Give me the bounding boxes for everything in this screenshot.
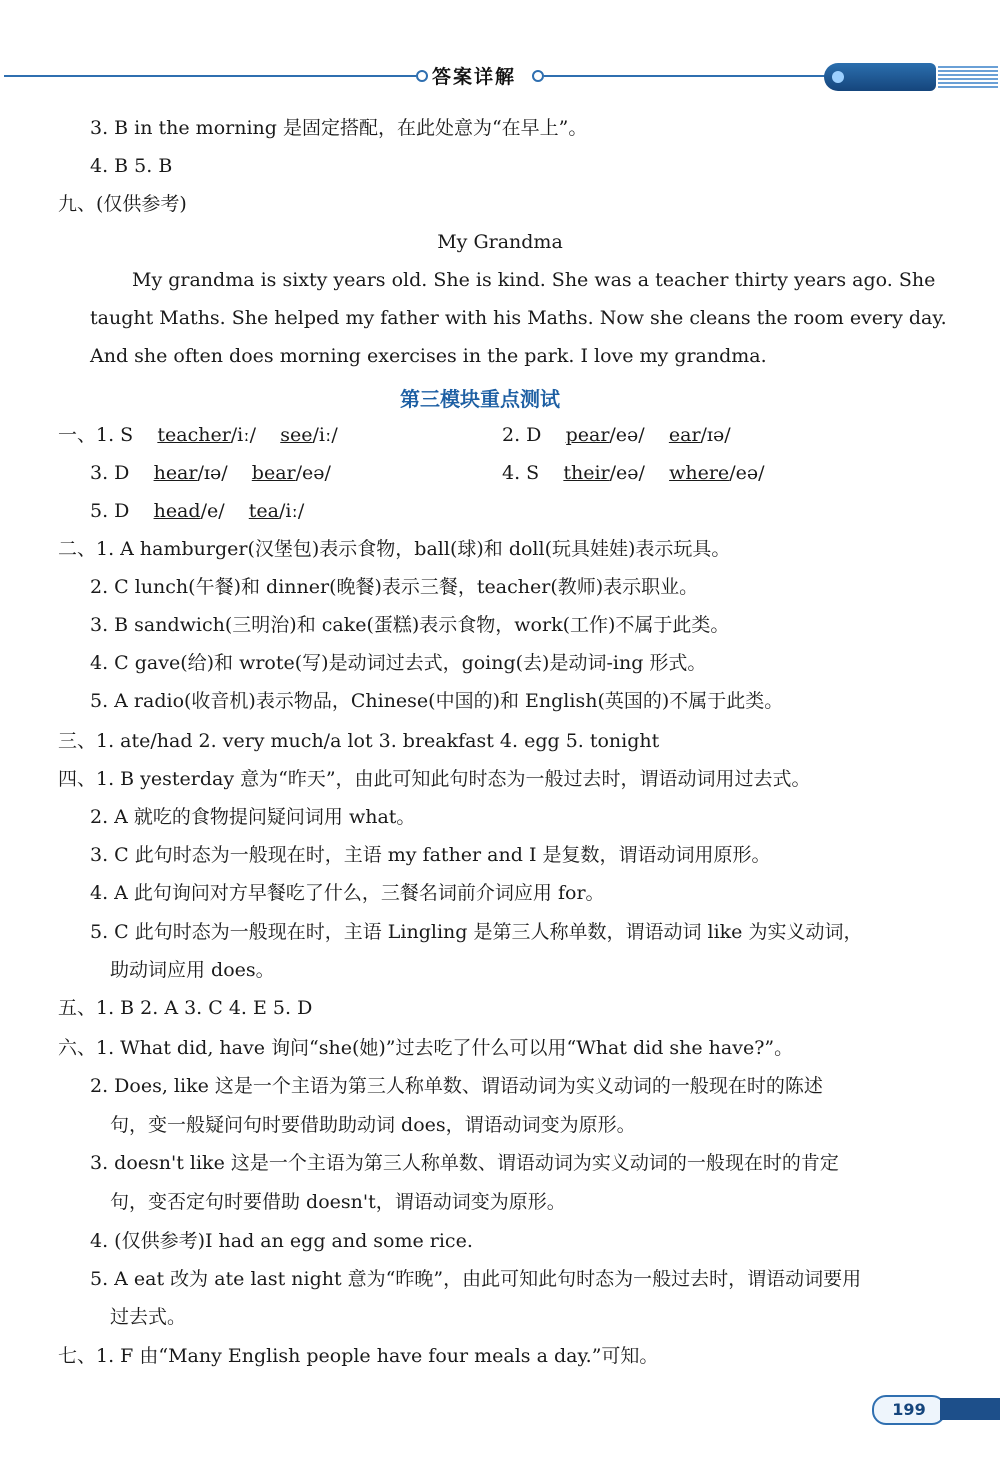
phonetic-item [58,423,338,447]
item-number: 一、1. S [58,424,134,446]
answer-line: 3. B sandwich(三明治)和 cake(蛋糕)表示食物，work(工作)不属于此类。 [90,614,730,636]
phonetic: /eə/ [729,462,765,484]
page-number: 199 [872,1395,946,1425]
answer-line: 句，变一般疑问句时要借助助动词 does，谓语动词变为原形。 [110,1114,636,1136]
header-title: 答案详解 [432,66,517,88]
word: ear [668,424,701,446]
answer-line: 2. C lunch(午餐)和 dinner(晚餐)表示三餐，teacher(教师)表示职业。 [90,576,699,598]
essay-title: My Grandma [437,231,563,253]
phonetic: /ɪə/ [700,424,731,446]
phonetic-item [502,461,764,485]
word: see [280,424,313,446]
essay-line: And she often does morning exercises in the park. I love my grandma. [90,345,767,367]
word: hear [153,462,198,484]
header-dot-right [532,70,544,82]
answer-line: 4. A 此句询问对方早餐吃了什么，三餐名词前介词应用 for。 [90,882,605,904]
page-number-bar [940,1398,1000,1420]
phonetic: /iː/ [279,500,305,522]
word: their [563,462,610,484]
phonetic-item [90,499,304,523]
answer-line: 5. A eat 改为 ate last night 意为“昨晚”，由此可知此句时态为一般过去时，谓语动词要用 [90,1268,862,1290]
item-number: 4. S [502,462,540,484]
phonetic: /ɪə/ [197,462,228,484]
answer-line: 句，变否定句时要借助 doesn't，谓语动词变为原形。 [110,1191,566,1213]
phonetic: /iː/ [312,424,338,446]
answer-line: 九、(仅供参考) [58,193,187,215]
answer-line: 5. C 此句时态为一般现在时，主语 Lingling 是第三人称单数，谓语动词 like 为实义动词， [90,921,863,943]
item-number: 2. D [502,424,542,446]
answer-line: 七、1. F 由“Many English people have four meals a day.”可知。 [58,1345,659,1367]
header-stripes [938,66,998,88]
answer-line: 3. B in the morning 是固定搭配，在此处意为“在早上”。 [90,117,588,139]
answer-line: 二、1. A hamburger(汉堡包)表示食物，ball(球)和 doll(玩具娃娃)表示玩具。 [58,538,731,560]
item-number: 3. D [90,462,130,484]
header-dot-left [416,70,428,82]
word: pear [565,424,610,446]
answer-line: 四、1. B yesterday 意为“昨天”，由此可知此句时态为一般过去时，谓语动词用过去式。 [58,768,811,790]
word: teacher [157,424,231,446]
item-number: 5. D [90,500,130,522]
answer-line: 2. A 就吃的食物提问疑问词用 what。 [90,806,416,828]
answer-line: 4. C gave(给)和 wrote(写)是动词过去式，going(去)是动词-ing 形式。 [90,652,707,674]
word: tea [248,500,279,522]
phonetic: /eə/ [295,462,331,484]
essay-line: My grandma is sixty years old. She is kind. She was a teacher thirty years ago. She [132,269,936,291]
phonetic: /e/ [200,500,225,522]
word: where [669,462,730,484]
answer-line: 过去式。 [110,1306,187,1328]
phonetic-item [90,461,331,485]
answer-line: 3. C 此句时态为一般现在时，主语 my father and I 是复数，谓语动词用原形。 [90,844,771,866]
page-header [0,58,1000,98]
word: bear [251,462,296,484]
header-rule-right [544,75,826,77]
answer-line: 4. (仅供参考)I had an egg and some rice. [90,1230,473,1252]
header-tab-dot [832,71,844,83]
answer-line: 5. A radio(收音机)表示物品，Chinese(中国的)和 English(英国的)不属于此类。 [90,690,784,712]
word: head [153,500,201,522]
answer-line: 五、1. B 2. A 3. C 4. E 5. D [58,997,313,1019]
answer-line: 助动词应用 does。 [110,959,275,981]
answer-line: 4. B 5. B [90,155,173,177]
answer-line: 3. doesn't like 这是一个主语为第三人称单数、谓语动词为实义动词的一般现在时的肯定 [90,1152,839,1174]
section-title: 第三模块重点测试 [400,387,560,411]
phonetic: /eə/ [609,424,645,446]
phonetic: /eə/ [609,462,645,484]
phonetic: /iː/ [230,424,257,446]
answer-line: 2. Does, like 这是一个主语为第三人称单数、谓语动词为实义动词的一般现在时的陈述 [90,1075,823,1097]
phonetic-item [502,423,731,447]
essay-line: taught Maths. She helped my father with his Maths. Now she cleans the room every day. [90,307,947,329]
header-rule-left [4,75,416,77]
answer-line: 三、1. ate/had 2. very much/a lot 3. breakfast 4. egg 5. tonight [58,730,660,752]
answer-line: 六、1. What did, have 询问“she(她)”过去吃了什么可以用“What did she have?”。 [58,1037,794,1059]
